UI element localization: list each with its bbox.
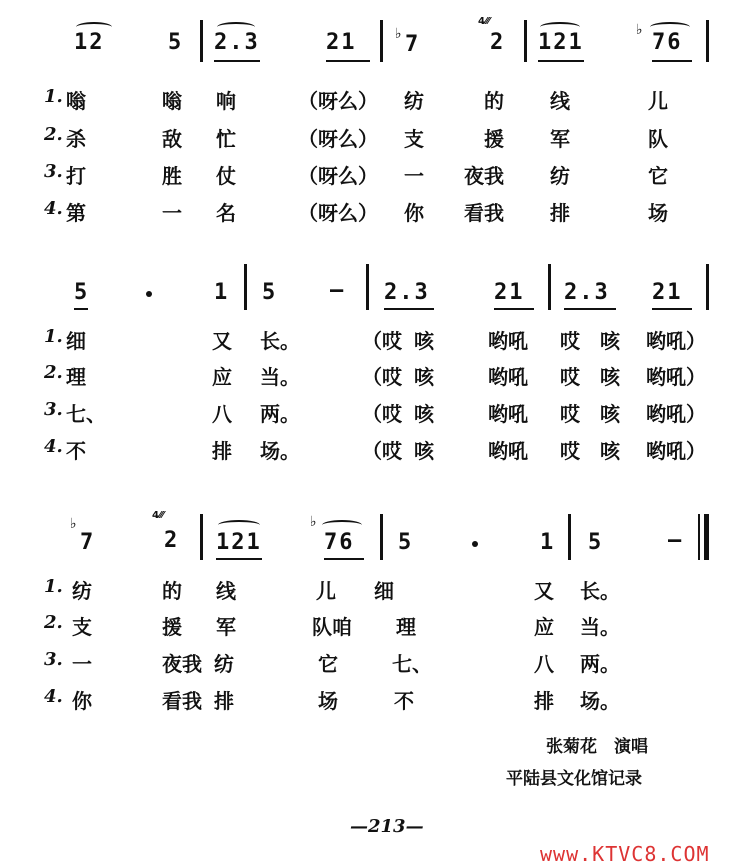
bar-line: [706, 20, 709, 62]
flat-sign: ♭: [310, 514, 317, 530]
note: 5: [168, 30, 182, 55]
note: 2: [490, 30, 504, 55]
system-2: 5 1 5 — 2.3 21 2.3 21 1. 细 又 长。 （哎 咳 哟吼 哎 咳 哟吼） 2. 理 应 当。 （哎 咳 哟吼 哎 咳 哟吼） 3. 七、 八 两。 （哎 咳 哟吼 哎 咳 哟吼） 4. 不 排 场。 （哎 咳 哟吼 哎 咳 哟吼）: [0, 250, 750, 470]
note-group: 21: [326, 30, 357, 55]
flat-sign: ♭: [70, 516, 77, 532]
note: 7: [80, 530, 94, 555]
bar-line: [200, 514, 203, 560]
beam-line: [326, 60, 370, 62]
note: 5: [588, 530, 602, 555]
note: 1: [214, 280, 228, 305]
note: 5: [262, 280, 276, 305]
bar-line: [244, 264, 247, 310]
note-group: 121: [538, 30, 584, 55]
bar-line: [568, 514, 571, 560]
beam-line: [324, 558, 364, 560]
note: 5: [398, 530, 412, 555]
bar-line: [366, 264, 369, 310]
note-group: 21: [652, 280, 683, 305]
recorder-credit: 平陆县文化馆记录: [506, 769, 642, 789]
note: 5: [74, 280, 88, 305]
singer-credit: 张菊花 演唱: [546, 737, 648, 757]
note-group: 12: [74, 30, 105, 55]
dash-mark: —: [330, 278, 344, 303]
final-bar-thin: [698, 514, 700, 560]
note-group: 2.3: [564, 280, 610, 305]
beam-line: [494, 308, 534, 310]
beam-line: [538, 60, 584, 62]
note: 2: [164, 528, 178, 553]
final-bar-thick: [704, 514, 709, 560]
dot-mark: [472, 541, 478, 547]
dot-mark: [146, 291, 152, 297]
note-group: 76: [652, 30, 683, 55]
beam-line: [214, 60, 260, 62]
slur-mark: [218, 520, 260, 530]
note-group: 21: [494, 280, 525, 305]
beam-line: [652, 308, 692, 310]
note-group: 2.3: [214, 30, 260, 55]
watermark: www.KTVC8.COM: [540, 842, 710, 866]
note-group: 121: [216, 530, 262, 555]
bar-line: [380, 514, 383, 560]
beam-line: [564, 308, 616, 310]
bar-line: [548, 264, 551, 310]
flat-sign: ♭: [636, 22, 643, 38]
bar-line: [524, 20, 527, 62]
bar-line: [200, 20, 203, 62]
dash-mark: —: [668, 528, 682, 553]
grace-note: 4⁄⁄⁄: [478, 16, 490, 27]
grace-note: 4⁄⁄⁄: [152, 510, 164, 521]
note-group: 2.3: [384, 280, 430, 305]
beam-line: [74, 308, 88, 310]
bar-line: [706, 264, 709, 310]
system-1: 12 5 2.3 21 ♭ 7 4⁄⁄⁄ 2 121 ♭ 76 1. 嗡 嗡 响 （呀么） 纺 的 线 儿 2. 杀 敌 忙 （呀么） 支 援 军 队 3. 打 胜 仗 （呀么） 一 夜我 纺 它 4. 第 一 名 （呀么） 你 看我 排 场: [0, 0, 750, 230]
beam-line: [384, 308, 434, 310]
beam-line: [216, 558, 262, 560]
bar-line: [380, 20, 383, 62]
slur-mark: [322, 520, 362, 530]
flat-sign: ♭: [395, 26, 402, 42]
page-number: —213—: [350, 816, 424, 837]
note-group: 76: [324, 530, 355, 555]
beam-line: [652, 60, 692, 62]
note: 7: [405, 32, 419, 57]
system-3: ♭ 7 4⁄⁄⁄ 2 121 ♭ 76 5 1 5 — 1. 纺 的 线 儿 细 又 长。 2. 支 援 军 队咱 理 应 当。 3. 一 夜我 纺 它 七、 八 两。 4. 你 看我 排 场 不 排 场。: [0, 500, 750, 720]
note: 1: [540, 530, 554, 555]
